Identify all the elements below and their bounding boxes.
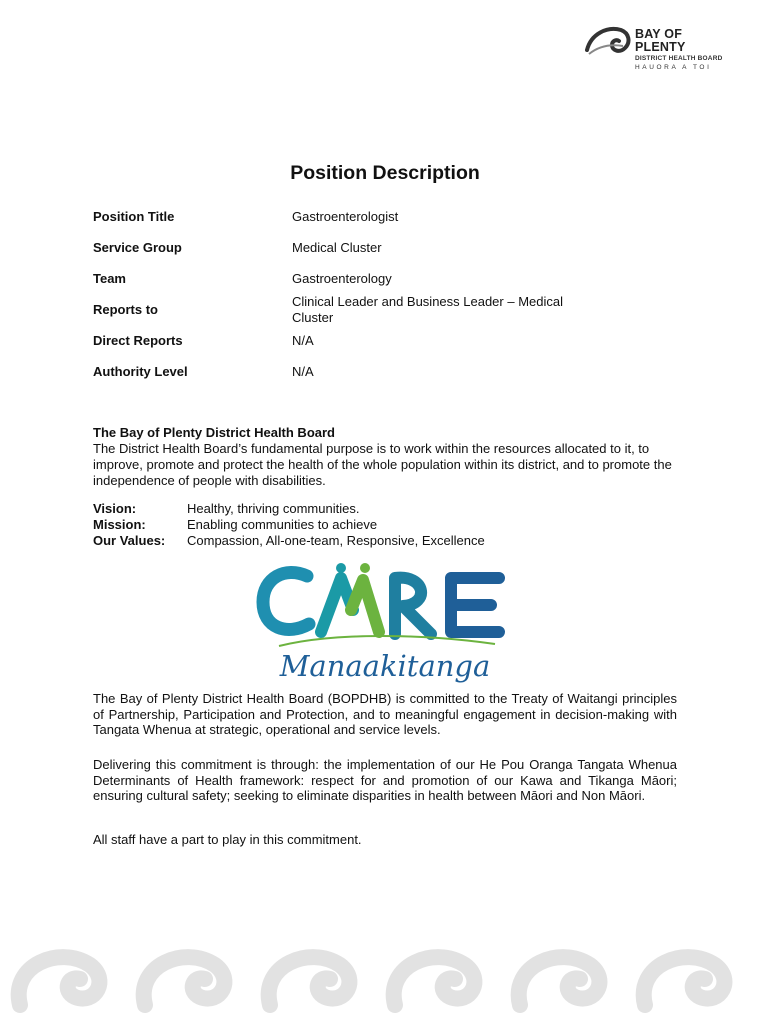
koru-pattern-icon — [0, 925, 770, 1024]
bopdhb-logo — [585, 22, 735, 71]
about-section — [93, 425, 677, 489]
info-value: Medical Cluster — [292, 240, 382, 255]
info-label: Direct Reports — [93, 333, 183, 348]
vision-row — [93, 501, 677, 517]
info-label: Authority Level — [93, 364, 188, 379]
info-row-team — [93, 271, 613, 294]
commitment-paragraph: Delivering this commitment is through: the implementation of our He Pou Oranga Tangata Whenua Determinants of Health framework: respect for and promotion of our Kawa and Tikanga Māori; ensuring cultural safety; seeking to eliminate disparities in health between Māori and Non Māori. — [93, 757, 677, 803]
info-label: Position Title — [93, 209, 175, 224]
info-row-reports-to — [93, 294, 613, 333]
info-label: Reports to — [93, 302, 158, 317]
info-value: N/A — [292, 333, 314, 348]
info-row-service-group — [93, 240, 613, 271]
vision-label: Vision: — [93, 501, 137, 516]
logo-line2: DISTRICT HEALTH BOARD — [635, 55, 723, 62]
info-row-authority-level — [93, 364, 613, 395]
info-value: Gastroenterologist — [292, 209, 399, 224]
mission-value: Enabling communities to achieve — [187, 517, 378, 532]
info-label: Team — [93, 271, 126, 286]
koru-logo-icon — [585, 24, 631, 64]
info-label: Service Group — [93, 240, 182, 255]
values-value: Compassion, All-one-team, Responsive, Excellence — [187, 533, 485, 548]
info-value: N/A — [292, 364, 314, 379]
care-logo-icon — [255, 560, 515, 690]
page-title: Position Description — [290, 162, 480, 184]
info-row-position-title — [93, 209, 613, 240]
staff-paragraph: All staff have a part to play in this commitment. — [93, 832, 362, 847]
vision-value: Healthy, thriving communities. — [187, 501, 360, 516]
care-manaakitanga-logo — [255, 560, 515, 690]
values-label: Our Values: — [93, 533, 166, 548]
logo-line1: BAY OF PLENTY — [635, 27, 686, 54]
values-row — [93, 533, 677, 549]
about-text: The District Health Board’s fundamental purpose is to work within the resources allocated to it, to improve, promote and protect the health of the whole population within its district, and to promote the independence of people with disabilities. — [93, 441, 672, 488]
mission-row — [93, 517, 677, 533]
info-value: Gastroenterology — [292, 271, 392, 286]
info-row-direct-reports — [93, 333, 613, 364]
vision-mission-values — [93, 501, 677, 549]
position-info-table — [93, 209, 613, 395]
footer-koru-pattern — [0, 925, 770, 1024]
logo-line3: HAUORA A TOI — [635, 63, 712, 71]
info-value: Clinical Leader and Business Leader – Medical Cluster — [292, 294, 563, 325]
treaty-paragraph: The Bay of Plenty District Health Board (BOPDHB) is committed to the Treaty of Waitangi principles of Partnership, Participation and Protection, and to meaningful engagement in decision-making with Tangata Whenua at strategic, operational and service levels. — [93, 691, 677, 737]
about-heading: The Bay of Plenty District Health Board — [93, 425, 335, 440]
care-subword: Manaakitanga — [279, 649, 491, 683]
mission-label: Mission: — [93, 517, 146, 532]
